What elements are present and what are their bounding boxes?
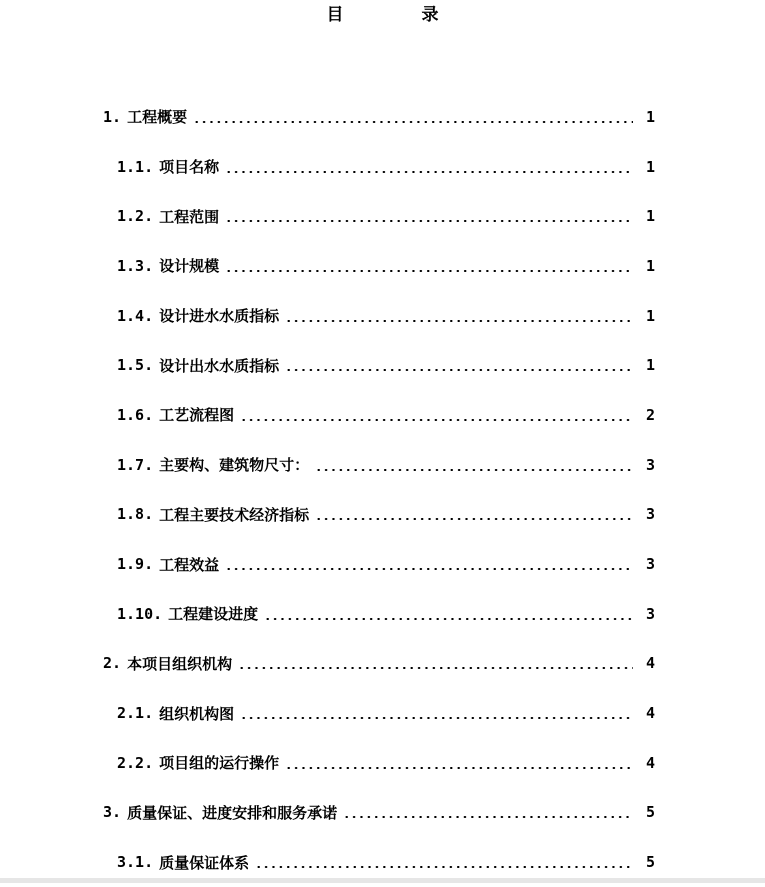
toc-entry-label: 工程建设进度	[168, 605, 259, 624]
toc-entry-number: 2.1.	[117, 704, 154, 723]
dot-leader	[315, 518, 633, 520]
toc-entry-label: 工艺流程图	[159, 406, 235, 425]
toc-title-left-char: 目	[326, 5, 344, 25]
dot-leader	[225, 220, 633, 222]
toc-list	[0, 92, 765, 887]
toc-entry-1-3[interactable]	[0, 241, 765, 291]
toc-entry-page: 3	[645, 604, 655, 623]
toc-entry-label: 工程概要	[127, 108, 188, 127]
toc-entry-1-9[interactable]	[0, 539, 765, 589]
toc-entry-page: 3	[645, 505, 655, 524]
toc-entry-number: 1.	[103, 107, 122, 126]
toc-entry-label: 质量保证体系	[159, 853, 250, 872]
toc-entry-number: 1.5.	[117, 356, 154, 375]
toc-entry-number: 3.1.	[117, 853, 154, 872]
toc-entry-page: 2	[645, 405, 655, 424]
dot-leader	[264, 618, 633, 620]
toc-entry-label: 质量保证、进度安排和服务承诺	[127, 803, 338, 822]
toc-entry-page: 3	[645, 555, 655, 574]
toc-entry-1-7[interactable]	[0, 440, 765, 490]
toc-entry-page: 4	[645, 753, 655, 772]
dot-leader	[240, 419, 633, 421]
toc-entry-label: 设计进水水质指标	[159, 307, 280, 326]
dot-leader	[225, 171, 633, 173]
toc-entry-1[interactable]	[0, 92, 765, 142]
toc-entry-page: 4	[645, 654, 655, 673]
toc-entry-page: 1	[645, 306, 655, 325]
toc-entry-number: 1.10.	[117, 604, 163, 623]
toc-entry-label: 项目组的运行操作	[159, 754, 280, 773]
toc-entry-label: 工程范围	[159, 207, 220, 226]
toc-entry-number: 1.1.	[117, 157, 154, 176]
toc-entry-page: 4	[645, 704, 655, 723]
toc-entry-number: 1.8.	[117, 505, 154, 524]
toc-entry-page: 5	[645, 803, 655, 822]
dot-leader	[285, 369, 633, 371]
toc-entry-label: 设计规模	[159, 257, 220, 276]
toc-title	[0, 4, 765, 26]
dot-leader	[238, 667, 633, 669]
toc-entry-page: 1	[645, 256, 655, 275]
toc-entry-label: 工程主要技术经济指标	[159, 505, 310, 524]
dot-leader	[255, 866, 633, 868]
dot-leader	[343, 816, 633, 818]
toc-entry-page: 1	[645, 157, 655, 176]
toc-entry-number: 2.	[103, 654, 122, 673]
toc-entry-3[interactable]	[0, 788, 765, 838]
toc-entry-2-1[interactable]	[0, 688, 765, 738]
toc-entry-1-6[interactable]	[0, 390, 765, 440]
toc-entry-label: 主要构、建筑物尺寸：	[159, 456, 310, 475]
toc-entry-1-2[interactable]	[0, 191, 765, 241]
toc-entry-1-10[interactable]	[0, 589, 765, 639]
dot-leader	[240, 717, 633, 719]
toc-entry-2[interactable]	[0, 639, 765, 689]
toc-entry-number: 1.6.	[117, 405, 154, 424]
dot-leader	[285, 320, 633, 322]
toc-entry-page: 5	[645, 853, 655, 872]
toc-entry-number: 1.9.	[117, 555, 154, 574]
dot-leader	[315, 469, 633, 471]
toc-entry-1-4[interactable]	[0, 291, 765, 341]
toc-entry-1-1[interactable]	[0, 142, 765, 192]
toc-entry-page: 1	[645, 356, 655, 375]
toc-entry-label: 组织机构图	[159, 704, 235, 723]
toc-entry-page: 1	[645, 207, 655, 226]
toc-entry-number: 3.	[103, 803, 122, 822]
toc-entry-2-2[interactable]	[0, 738, 765, 788]
toc-entry-number: 1.7.	[117, 455, 154, 474]
toc-entry-number: 1.2.	[117, 207, 154, 226]
toc-entry-label: 工程效益	[159, 555, 220, 574]
toc-entry-page: 1	[645, 107, 655, 126]
toc-entry-label: 本项目组织机构	[127, 654, 233, 673]
toc-entry-number: 1.3.	[117, 256, 154, 275]
toc-entry-label: 项目名称	[159, 158, 220, 177]
toc-entry-number: 2.2.	[117, 753, 154, 772]
dot-leader	[193, 121, 633, 123]
toc-entry-1-5[interactable]	[0, 340, 765, 390]
toc-entry-page: 3	[645, 455, 655, 474]
dot-leader	[225, 270, 633, 272]
toc-entry-label: 设计出水水质指标	[159, 356, 280, 375]
toc-entry-number: 1.4.	[117, 306, 154, 325]
toc-entry-1-8[interactable]	[0, 490, 765, 540]
dot-leader	[225, 568, 633, 570]
dot-leader	[285, 767, 633, 769]
page-bottom-edge	[0, 878, 765, 883]
toc-title-right-char: 录	[421, 5, 439, 25]
